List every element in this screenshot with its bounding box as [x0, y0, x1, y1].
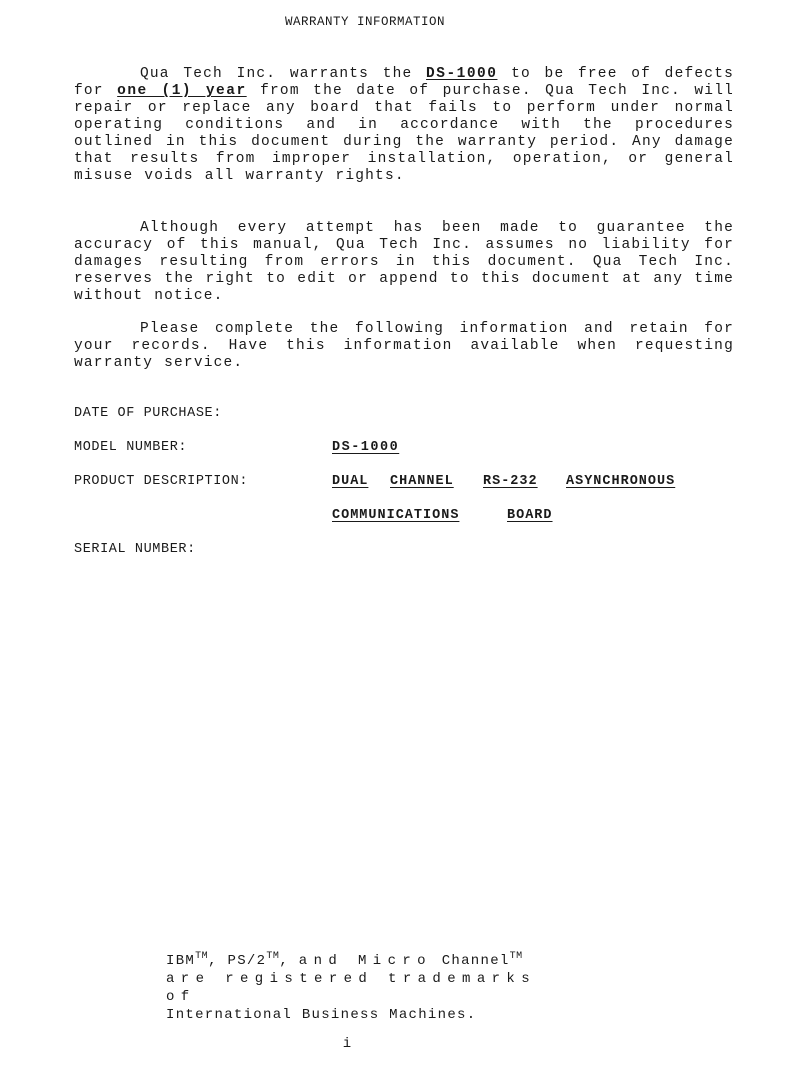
product-description-word: CHANNEL	[390, 474, 454, 489]
records-paragraph	[74, 321, 734, 372]
warranty-text-3: from the date of purchase. Qua Tech Inc. will repair or replace any board that fails to perform under normal operating conditions and in accordance with the procedures outlined in this document during the warranty period. Any damage that results from improper installation, operation, or general misuse voids all warranty rights.	[74, 83, 735, 184]
product-description-label: PRODUCT DESCRIPTION:	[74, 474, 249, 489]
warranty-text-2: to be free of defects for	[74, 66, 734, 99]
warranty-model: DS-1000	[426, 66, 498, 82]
date-of-purchase-label: DATE OF PURCHASE:	[74, 406, 222, 421]
warranty-text-1: Qua Tech Inc. warrants the	[140, 66, 427, 82]
trademark-line-1: IBM™, PS/2™, and Micro Channel™	[166, 951, 523, 969]
model-number-label: MODEL NUMBER:	[74, 440, 188, 455]
product-description-word: COMMUNICATIONS	[332, 508, 460, 523]
warranty-period: one (1) year	[117, 83, 247, 99]
page-number: i	[342, 1036, 352, 1052]
product-description-word: DUAL	[332, 474, 369, 489]
trademark-line-2: are registered trademarks of	[166, 971, 537, 1005]
product-description-word: ASYNCHRONOUS	[566, 474, 676, 489]
product-description-word: RS-232	[483, 474, 538, 489]
liability-paragraph	[74, 220, 734, 305]
liability-text: Although every attempt has been made to guarantee the accuracy of this manual, Qua Tech Inc. assumes no liability for damages resulting from errors in this document. Qua Tech Inc. reserves the right to edit or append to this document at any time without notice.	[74, 220, 734, 304]
trademark-notice	[166, 948, 566, 1024]
records-text: Please complete the following information and retain for your records. Have this information available when requesting warranty service.	[74, 321, 734, 371]
product-description-word: BOARD	[507, 508, 553, 523]
warranty-paragraph	[74, 66, 734, 185]
page-title: WARRANTY INFORMATION	[284, 15, 446, 29]
model-number-value: DS-1000	[332, 440, 400, 455]
trademark-line-3: International Business Machines.	[166, 1007, 477, 1023]
serial-number-label: SERIAL NUMBER:	[74, 542, 196, 557]
